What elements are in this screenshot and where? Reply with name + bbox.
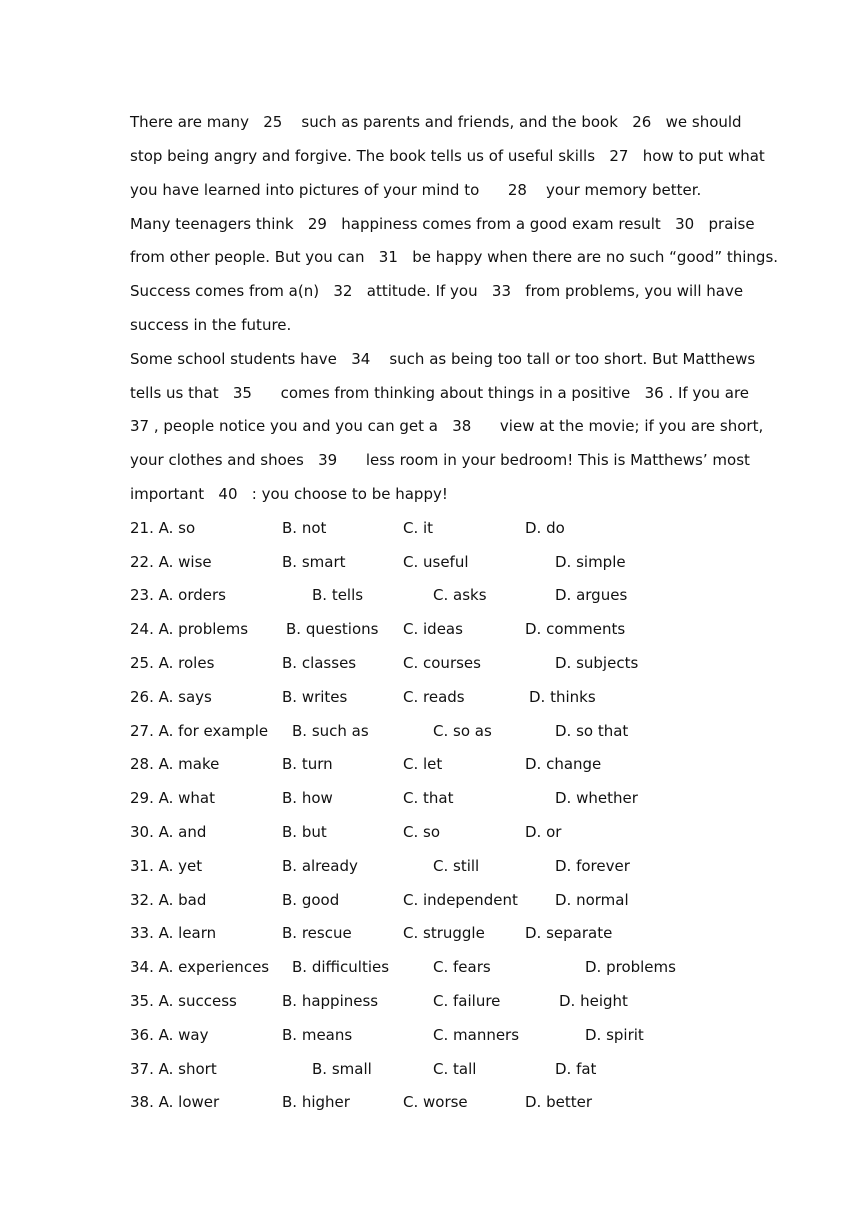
option-d: D. argues (555, 586, 628, 604)
question-row (130, 680, 733, 714)
option-a: 36. A. way (130, 1026, 209, 1044)
option-d: D. do (525, 519, 565, 537)
option-d: D. spirit (585, 1026, 644, 1044)
question-row (130, 781, 733, 815)
option-b: B. turn (282, 755, 333, 773)
passage-line: from other people. But you can 31 be happy when there are no such “good” things. (130, 248, 779, 266)
question-row (130, 849, 733, 883)
option-d: D. height (559, 992, 628, 1010)
option-d: D. fat (555, 1060, 597, 1078)
question-row (130, 578, 733, 612)
option-d: D. forever (555, 857, 630, 875)
option-b: B. tells (312, 586, 364, 604)
option-a: 30. A. and (130, 823, 207, 841)
option-a: 35. A. success (130, 992, 237, 1010)
passage-line: 37 , people notice you and you can get a 38 view at the movie; if you are short, (130, 417, 764, 435)
option-b: B. higher (282, 1093, 350, 1111)
option-d: D. comments (525, 620, 626, 638)
option-b: B. good (282, 891, 340, 909)
option-b: B. not (282, 519, 327, 537)
option-b: B. such as (292, 722, 369, 740)
option-c: C. useful (403, 553, 469, 571)
option-a: 22. A. wise (130, 553, 212, 571)
option-c: C. it (403, 519, 434, 537)
passage-line: your clothes and shoes 39 less room in your bedroom! This is Matthews’ most (130, 451, 750, 469)
question-row (130, 747, 733, 781)
option-c: C. ideas (403, 620, 463, 638)
option-b: B. small (312, 1060, 372, 1078)
passage-line: Many teenagers think 29 happiness comes from a good exam result 30 praise (130, 215, 755, 233)
question-row (130, 646, 733, 680)
option-d: D. change (525, 755, 602, 773)
option-b: B. rescue (282, 924, 352, 942)
question-row (130, 916, 733, 950)
option-b: B. how (282, 789, 333, 807)
option-a: 21. A. so (130, 519, 196, 537)
option-a: 26. A. says (130, 688, 212, 706)
option-b: B. difficulties (292, 958, 390, 976)
option-a: 25. A. roles (130, 654, 215, 672)
option-d: D. so that (555, 722, 629, 740)
option-c: C. struggle (403, 924, 485, 942)
question-row (130, 815, 733, 849)
option-c: C. asks (433, 586, 487, 604)
passage-line: stop being angry and forgive. The book tells us of useful skills 27 how to put what (130, 147, 765, 165)
question-row (130, 984, 733, 1018)
option-a: 32. A. bad (130, 891, 207, 909)
option-d: D. problems (585, 958, 676, 976)
option-c: C. let (403, 755, 443, 773)
option-c: C. that (403, 789, 454, 807)
passage-line: tells us that 35 comes from thinking about things in a positive 36 . If you are (130, 384, 750, 402)
option-c: C. so as (433, 722, 492, 740)
question-row (130, 1018, 733, 1052)
passage-line: important 40 : you choose to be happy! (130, 485, 448, 503)
passage-line: There are many 25 such as parents and friends, and the book 26 we should (130, 113, 742, 131)
passage-line: success in the future. (130, 316, 292, 334)
option-c: C. worse (403, 1093, 468, 1111)
option-c: C. still (433, 857, 480, 875)
passage-line: Some school students have 34 such as being too tall or too short. But Matthews (130, 350, 756, 368)
option-b: B. happiness (282, 992, 379, 1010)
option-b: B. already (282, 857, 358, 875)
option-a: 27. A. for example (130, 722, 269, 740)
option-a: 29. A. what (130, 789, 216, 807)
option-d: D. whether (555, 789, 638, 807)
question-row (130, 950, 733, 984)
option-a: 33. A. learn (130, 924, 217, 942)
option-c: C. tall (433, 1060, 477, 1078)
option-a: 37. A. short (130, 1060, 217, 1078)
option-c: C. fears (433, 958, 491, 976)
option-c: C. independent (403, 891, 518, 909)
option-c: C. manners (433, 1026, 520, 1044)
option-b: B. questions (286, 620, 379, 638)
question-row (130, 1085, 733, 1119)
option-d: D. thinks (529, 688, 596, 706)
passage-line: Success comes from a(n) 32 attitude. If you 33 from problems, you will have (130, 282, 744, 300)
option-b: B. smart (282, 553, 346, 571)
option-d: D. separate (525, 924, 613, 942)
option-a: 34. A. experiences (130, 958, 270, 976)
option-d: D. or (525, 823, 562, 841)
question-row (130, 1052, 733, 1086)
option-a: 38. A. lower (130, 1093, 220, 1111)
option-d: D. normal (555, 891, 629, 909)
option-a: 31. A. yet (130, 857, 203, 875)
question-row (130, 545, 733, 579)
option-c: C. reads (403, 688, 465, 706)
question-row (130, 612, 733, 646)
question-row (130, 511, 733, 545)
option-c: C. so (403, 823, 441, 841)
option-b: B. classes (282, 654, 357, 672)
option-a: 24. A. problems (130, 620, 249, 638)
option-a: 28. A. make (130, 755, 220, 773)
option-b: B. but (282, 823, 327, 841)
question-row (130, 714, 733, 748)
option-c: C. courses (403, 654, 481, 672)
option-c: C. failure (433, 992, 501, 1010)
option-b: B. means (282, 1026, 353, 1044)
passage-line: you have learned into pictures of your mind to 28 your memory better. (130, 181, 702, 199)
option-d: D. simple (555, 553, 626, 571)
option-d: D. subjects (555, 654, 639, 672)
option-a: 23. A. orders (130, 586, 226, 604)
question-row (130, 883, 733, 917)
option-d: D. better (525, 1093, 592, 1111)
option-b: B. writes (282, 688, 348, 706)
